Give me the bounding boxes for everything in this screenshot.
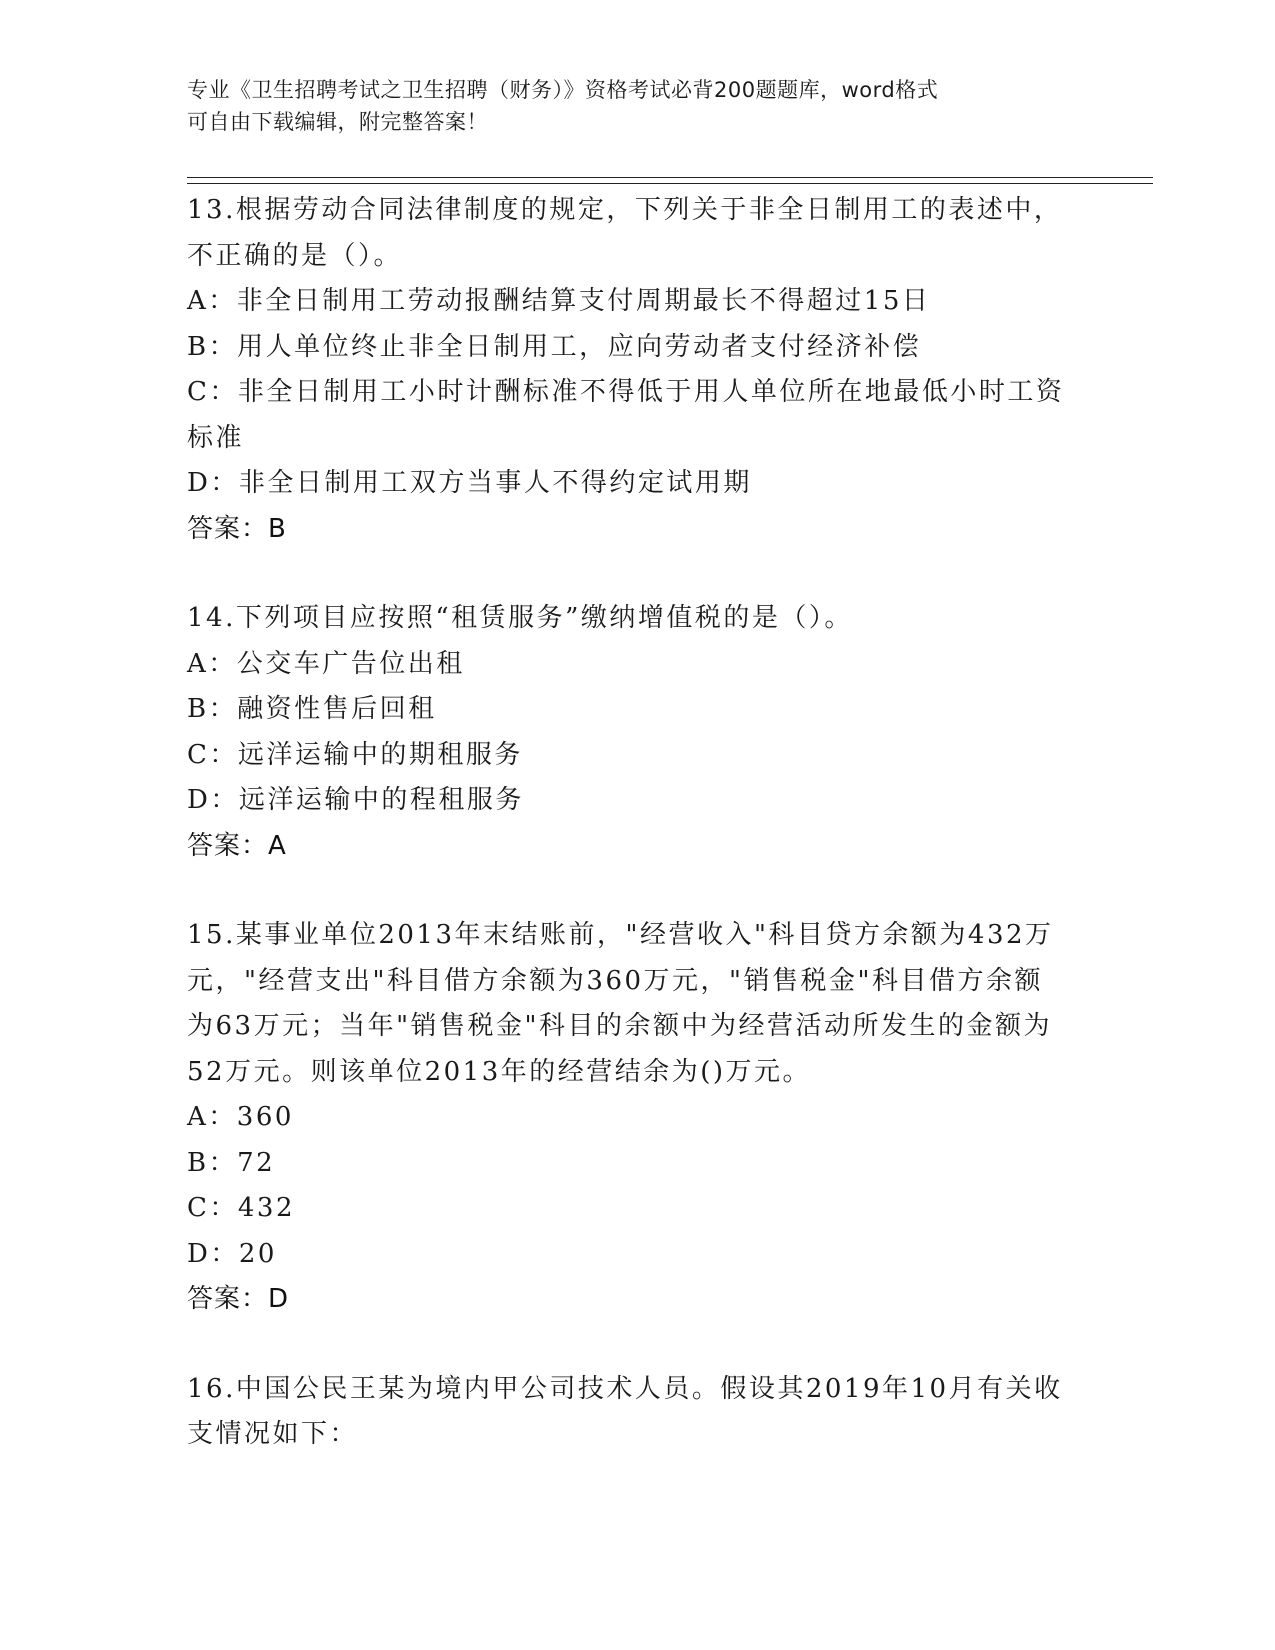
question-stem: 为63万元；当年"销售税金"科目的余额中为经营活动所发生的金额为 <box>187 1011 1053 1041</box>
option-d: D：20 <box>187 1238 277 1269</box>
question-stem: 16.中国公民王某为境内甲公司技术人员。假设其2019年10月有关收 <box>187 1373 1063 1404</box>
option-b: B：72 <box>187 1147 276 1178</box>
option-d: D：非全日制用工双方当事人不得约定试用期 <box>187 468 752 498</box>
option-a: A：360 <box>187 1102 294 1132</box>
question-stem: 元，"经营支出"科目借方余额为360万元，"销售税金"科目借方余额 <box>187 965 1043 996</box>
option-c-continued: 标准 <box>187 422 245 453</box>
question-15 <box>187 913 1087 1323</box>
option-a: A：非全日制用工劳动报酬结算支付周期最长不得超过15日 <box>187 286 931 316</box>
question-16 <box>187 1367 1087 1458</box>
question-13 <box>187 188 1087 552</box>
header-divider <box>187 177 1153 178</box>
option-c: C：432 <box>187 1193 296 1223</box>
question-list <box>187 188 1087 1502</box>
option-b: B：用人单位终止非全日制用工，应向劳动者支付经济补偿 <box>187 331 922 362</box>
option-b: B：融资性售后回租 <box>187 694 437 724</box>
option-c: C：远洋运输中的期租服务 <box>187 739 523 770</box>
answer: 答案：D <box>187 1284 290 1314</box>
question-stem: 13.根据劳动合同法律制度的规定，下列关于非全日制用工的表述中， <box>187 195 1063 225</box>
question-stem: 支情况如下： <box>187 1419 359 1449</box>
option-d: D：远洋运输中的程租服务 <box>187 785 524 815</box>
option-c: C：非全日制用工小时计酬标准不得低于用人单位所在地最低小时工资 <box>187 377 1065 407</box>
question-stem: 不正确的是（）。 <box>187 240 403 271</box>
header-divider <box>187 183 1153 184</box>
question-stem: 14.下列项目应按照“租赁服务”缴纳增值税的是（）。 <box>187 603 853 633</box>
answer: 答案：B <box>187 513 287 544</box>
option-a: A：公交车广告位出租 <box>187 648 465 679</box>
header-line: 专业《卫生招聘考试之卫生招聘（财务）》资格考试必背200题题库，word格式 <box>187 78 939 102</box>
document-header <box>187 74 1067 138</box>
question-stem: 52万元。则该单位2013年的经营结余为()万元。 <box>187 1056 812 1087</box>
question-14 <box>187 596 1087 869</box>
question-stem: 15.某事业单位2013年末结账前，"经营收入"科目贷方余额为432万 <box>187 920 1054 950</box>
header-line: 可自由下载编辑，附完整答案！ <box>187 110 488 134</box>
answer: 答案：A <box>187 830 287 861</box>
